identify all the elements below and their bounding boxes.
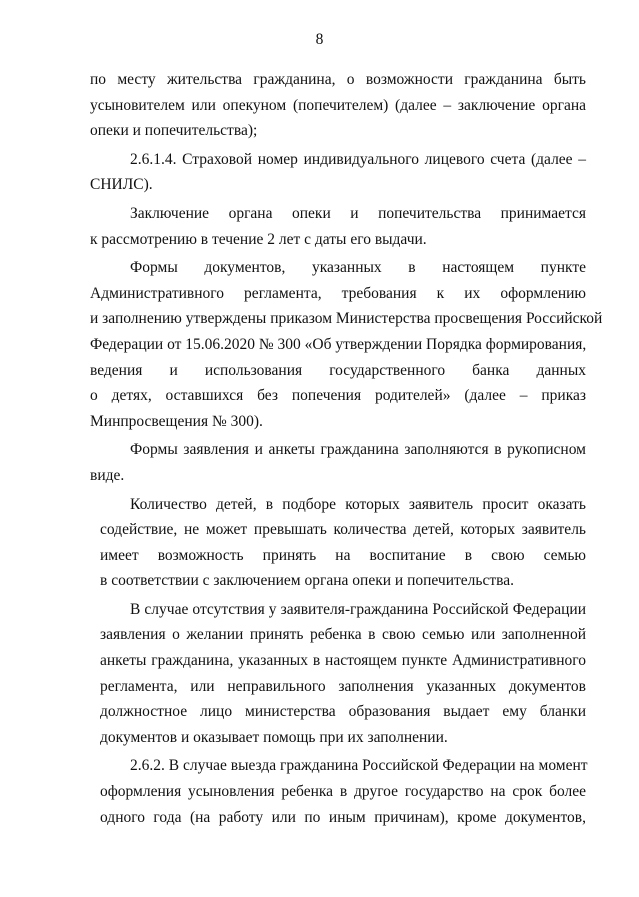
- text-line: Заключение органа опеки и попечительства принимается: [130, 204, 586, 222]
- text-line: опеки и попечительства);: [90, 122, 258, 140]
- paragraph: [90, 255, 603, 434]
- text-line: В случае отсутствия у заявителя-гражданина Российской Федерации: [130, 600, 586, 618]
- text-line: Административного регламента, требования к их оформлению: [90, 284, 586, 302]
- text-line: регламента, или неправильного заполнения указанных документов: [100, 677, 586, 695]
- text-line: в соответствии с заключением органа опеки и попечительства.: [100, 572, 514, 590]
- text-line: Минпросвещения № 300).: [90, 412, 263, 430]
- text-line: к рассмотрению в течение 2 лет с даты его выдачи.: [90, 230, 427, 248]
- page-number: 8: [315, 31, 324, 48]
- paragraph: [90, 67, 586, 144]
- paragraph: [90, 597, 586, 751]
- text-line: 2.6.2. В случае выезда гражданина Российской Федерации на момент: [130, 757, 588, 775]
- paragraph: [90, 492, 586, 594]
- text-line: Формы заявления и анкеты гражданина заполняются в рукописном: [130, 441, 586, 459]
- text-line: должностное лицо министерства образования выдает ему бланки: [100, 703, 586, 721]
- paragraph: [90, 201, 586, 252]
- text-line: оформления усыновления ребенка в другое государство на срок более: [100, 783, 586, 801]
- paragraph: [90, 147, 586, 198]
- text-line: содействие, не может превышать количества детей, которых заявитель: [100, 521, 586, 539]
- text-line: Формы документов, указанных в настоящем пункте: [130, 259, 586, 277]
- text-line: СНИЛС).: [90, 176, 153, 194]
- text-line: виде.: [90, 466, 125, 484]
- text-line: имеет возможность принять на воспитание в свою семью: [100, 546, 586, 564]
- text-line: 2.6.1.4. Страховой номер индивидуального лицевого счета (далее –: [130, 150, 586, 168]
- text-line: заявления о желании принять ребенка в свою семью или заполненной: [100, 626, 586, 644]
- text-line: анкеты гражданина, указанных в настоящем пункте Административного: [100, 652, 586, 670]
- text-line: ведения и использования государственного банка данных: [90, 361, 586, 379]
- text-line: документов и оказывает помощь при их заполнении.: [100, 728, 448, 746]
- paragraph: [90, 753, 586, 830]
- text-line: одного года (на работу или по иным причинам), кроме документов,: [100, 808, 586, 826]
- text-line: Количество детей, в подборе которых заявитель просит оказать: [130, 495, 586, 513]
- text-line: по месту жительства гражданина, о возможности гражданина быть: [90, 71, 586, 88]
- document-body: [90, 67, 603, 833]
- paragraph: [90, 437, 586, 488]
- text-line: усыновителем или опекуном (попечителем) (далее – заключение органа: [90, 96, 586, 114]
- text-line: и заполнению утверждены приказом Министерства просвещения Российской: [90, 310, 603, 328]
- text-line: о детях, оставшихся без попечения родителей» (далее – приказ: [90, 387, 586, 405]
- text-line: Федерации от 15.06.2020 № 300 «Об утверждении Порядка формирования,: [90, 335, 587, 353]
